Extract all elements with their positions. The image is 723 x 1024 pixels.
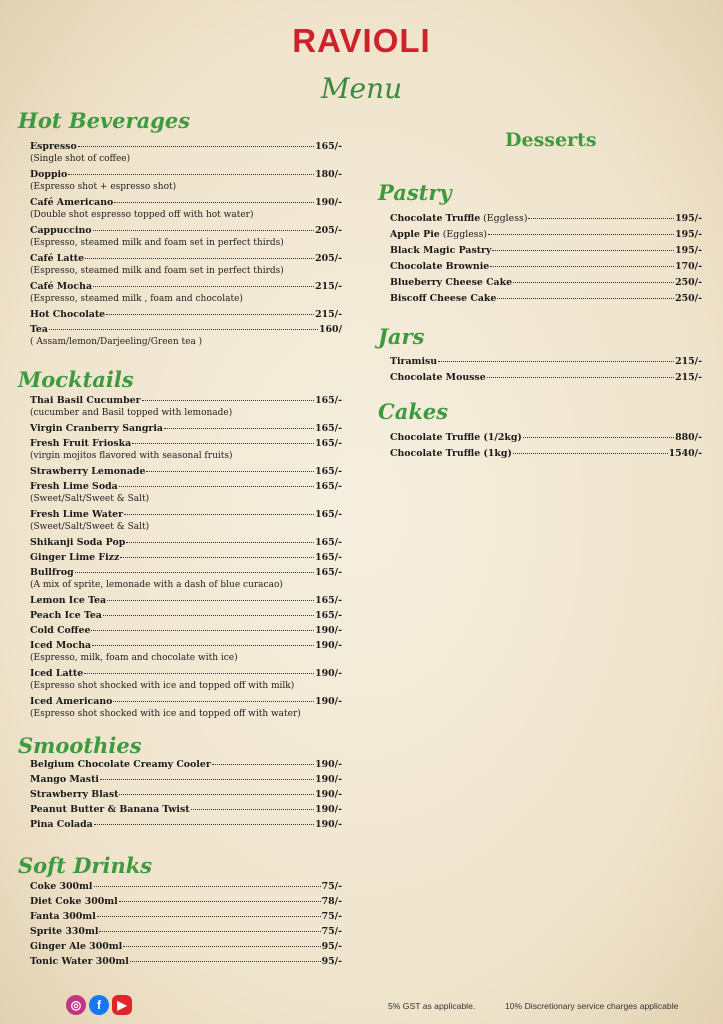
leader-dots xyxy=(94,886,321,887)
leader-dots xyxy=(93,230,315,231)
leader-dots xyxy=(97,916,321,917)
item-price: 165/- xyxy=(315,567,342,578)
item-price: 165/- xyxy=(315,610,342,621)
menu-item xyxy=(390,431,702,444)
menu-item xyxy=(390,228,702,241)
menu-item xyxy=(30,280,342,293)
item-name: Biscoff Cheese Cake xyxy=(390,293,497,304)
section-title-smoothies: Smoothies xyxy=(18,733,142,758)
menu-item xyxy=(30,773,342,786)
menu-item xyxy=(390,292,702,305)
facebook-icon[interactable]: f xyxy=(89,995,109,1015)
item-price: 165/- xyxy=(315,481,342,492)
item-name: Black Magic Pastry xyxy=(390,245,492,256)
leader-dots xyxy=(142,400,315,401)
item-price: 165/- xyxy=(315,438,342,449)
item-name: Fresh Lime Water xyxy=(30,509,124,520)
brand-name: RAVIOLI xyxy=(292,22,431,59)
leader-dots xyxy=(103,615,314,616)
leader-dots xyxy=(130,961,321,962)
item-description: (Single shot of coffee) xyxy=(30,154,131,164)
leader-dots xyxy=(212,764,314,765)
item-name: Shikanji Soda Pop xyxy=(30,537,126,548)
cakes-list xyxy=(390,431,702,460)
menu-item xyxy=(390,447,702,460)
item-name: Iced Americano xyxy=(30,696,113,707)
hot-beverages-list xyxy=(30,140,342,349)
menu-item xyxy=(390,276,702,289)
item-name: Fanta 300ml xyxy=(30,911,96,922)
menu-item xyxy=(30,551,342,564)
item-price: 78/- xyxy=(321,896,342,907)
item-price: 95/- xyxy=(321,941,342,952)
leader-dots xyxy=(492,250,674,251)
item-price: 190/- xyxy=(315,668,342,679)
menu-item xyxy=(30,609,342,622)
item-price: 165/- xyxy=(315,595,342,606)
leader-dots xyxy=(114,202,314,203)
gst-note: 5% GST as applicable. xyxy=(388,1001,476,1011)
item-price: 75/- xyxy=(321,911,342,922)
item-name: Ginger Ale 300ml xyxy=(30,941,123,952)
item-price: 215/- xyxy=(315,281,342,292)
item-price: 170/- xyxy=(675,261,702,272)
section-title-pastry: Pastry xyxy=(378,180,452,205)
item-price: 165/- xyxy=(315,552,342,563)
item-name: Blueberry Cheese Cake xyxy=(390,277,513,288)
leader-dots xyxy=(191,809,315,810)
menu-item xyxy=(390,244,702,257)
item-name: Ginger Lime Fizz xyxy=(30,552,120,563)
leader-dots xyxy=(119,901,321,902)
menu-item xyxy=(30,667,342,680)
menu-item xyxy=(30,910,342,923)
leader-dots xyxy=(123,946,320,947)
item-price: 190/- xyxy=(315,759,342,770)
menu-item xyxy=(390,355,702,368)
item-price: 75/- xyxy=(321,926,342,937)
menu-item xyxy=(30,594,342,607)
menu-item xyxy=(30,566,342,579)
leader-dots xyxy=(487,377,674,378)
item-description: (cucumber and Basil topped with lemonade) xyxy=(30,408,233,418)
section-title-soft-drinks: Soft Drinks xyxy=(18,853,153,878)
leader-dots xyxy=(146,471,314,472)
item-name: Doppio xyxy=(30,169,68,180)
leader-dots xyxy=(126,542,314,543)
pastry-list xyxy=(390,212,702,305)
item-price: 165/- xyxy=(315,141,342,152)
item-name: Apple Pie (Eggless) xyxy=(390,229,488,240)
instagram-icon[interactable]: ◎ xyxy=(66,995,86,1015)
item-name: Coke 300ml xyxy=(30,881,93,892)
desserts-heading: Desserts xyxy=(505,129,597,151)
item-name: Strawberry Blast xyxy=(30,789,119,800)
leader-dots xyxy=(78,146,314,147)
leader-dots xyxy=(92,645,314,646)
item-price: 205/- xyxy=(315,253,342,264)
section-title-cakes: Cakes xyxy=(378,399,449,424)
item-price: 190/- xyxy=(315,640,342,651)
section-title-jars: Jars xyxy=(378,324,425,349)
leader-dots xyxy=(49,329,318,330)
menu-item xyxy=(30,880,342,893)
smoothies-list xyxy=(30,758,342,831)
menu-item xyxy=(30,252,342,265)
menu-title: Menu xyxy=(320,72,403,105)
mocktails-list xyxy=(30,394,342,721)
item-name: Iced Latte xyxy=(30,668,84,679)
item-note: (Eggless) xyxy=(439,229,488,240)
item-price: 190/- xyxy=(315,804,342,815)
leader-dots xyxy=(132,443,314,444)
item-price: 190/- xyxy=(315,696,342,707)
item-description: (Espresso shot shocked with ice and topped off with water) xyxy=(30,709,301,719)
item-name: Iced Mocha xyxy=(30,640,92,651)
item-name: Virgin Cranberry Sangria xyxy=(30,423,163,434)
item-name: Espresso xyxy=(30,141,77,152)
item-price: 180/- xyxy=(315,169,342,180)
item-name: Mango Masti xyxy=(30,774,99,785)
item-name: Chocolate Brownie xyxy=(390,261,490,272)
item-name: Chocolate Mousse xyxy=(390,372,486,383)
item-price: 165/- xyxy=(315,423,342,434)
item-name: Tiramisu xyxy=(390,356,438,367)
menu-item xyxy=(30,465,342,478)
item-description: (Sweet/Salt/Sweet & Salt) xyxy=(30,522,150,532)
item-name: Tonic Water 300ml xyxy=(30,956,129,967)
item-price: 880/- xyxy=(675,432,702,443)
menu-item xyxy=(30,168,342,181)
leader-dots xyxy=(84,673,314,674)
item-name: Peach Ice Tea xyxy=(30,610,102,621)
item-description: (Espresso shot + espresso shot) xyxy=(30,182,177,192)
item-name: Chocolate Truffle (Eggless) xyxy=(390,213,528,224)
section-title-hot-beverages: Hot Beverages xyxy=(18,108,191,133)
menu-item xyxy=(30,323,342,336)
menu-item xyxy=(30,895,342,908)
leader-dots xyxy=(513,453,668,454)
item-price: 195/- xyxy=(675,213,702,224)
section-title-mocktails: Mocktails xyxy=(18,367,134,392)
menu-item xyxy=(30,695,342,708)
menu-item xyxy=(390,260,702,273)
item-name: Cold Coffee xyxy=(30,625,91,636)
item-name: Hot Chocolate xyxy=(30,309,106,320)
item-price: 215/- xyxy=(675,372,702,383)
item-name: Belgium Chocolate Creamy Cooler xyxy=(30,759,211,770)
leader-dots xyxy=(513,282,674,283)
menu-item xyxy=(30,140,342,153)
youtube-icon[interactable]: ▶ xyxy=(112,995,132,1015)
item-name: Café Americano xyxy=(30,197,114,208)
item-description: (A mix of sprite, lemonade with a dash of blue curacao) xyxy=(30,580,283,590)
menu-item xyxy=(30,308,342,321)
item-name: Cappuccino xyxy=(30,225,92,236)
service-charge-note: 10% Discretionary service charges applicable xyxy=(505,1001,679,1011)
item-price: 95/- xyxy=(321,956,342,967)
leader-dots xyxy=(119,486,314,487)
menu-item xyxy=(30,639,342,652)
leader-dots xyxy=(85,258,314,259)
leader-dots xyxy=(93,286,314,287)
item-description: (Espresso, steamed milk and foam set in perfect thirds) xyxy=(30,266,284,276)
menu-item xyxy=(30,803,342,816)
menu-item xyxy=(30,940,342,953)
leader-dots xyxy=(490,266,674,267)
item-name: Diet Coke 300ml xyxy=(30,896,118,907)
item-note: (Eggless) xyxy=(480,213,528,224)
menu-item xyxy=(390,371,702,384)
item-price: 205/- xyxy=(315,225,342,236)
item-price: 165/- xyxy=(315,395,342,406)
item-name: Café Latte xyxy=(30,253,85,264)
item-name: Fresh Fruit Frioska xyxy=(30,438,132,449)
item-price: 165/- xyxy=(315,509,342,520)
item-price: 190/- xyxy=(315,774,342,785)
menu-item xyxy=(30,536,342,549)
item-description: (Sweet/Salt/Sweet & Salt) xyxy=(30,494,150,504)
menu-item xyxy=(30,394,342,407)
item-description: (Espresso, milk, foam and chocolate with ice) xyxy=(30,653,238,663)
item-name: Tea xyxy=(30,324,48,335)
soft-drinks-list xyxy=(30,880,342,968)
menu-item xyxy=(30,437,342,450)
item-name: Sprite 330ml xyxy=(30,926,99,937)
item-price: 1540/- xyxy=(668,448,702,459)
item-description: (Double shot espresso topped off with hot water) xyxy=(30,210,254,220)
item-name: Strawberry Lemonade xyxy=(30,466,146,477)
menu-item xyxy=(30,508,342,521)
menu-item xyxy=(30,758,342,771)
item-price: 190/- xyxy=(315,789,342,800)
item-price: 250/- xyxy=(675,293,702,304)
leader-dots xyxy=(523,437,674,438)
leader-dots xyxy=(68,174,314,175)
item-price: 215/- xyxy=(675,356,702,367)
item-price: 195/- xyxy=(675,229,702,240)
item-name: Fresh Lime Soda xyxy=(30,481,118,492)
menu-item xyxy=(30,224,342,237)
item-price: 250/- xyxy=(675,277,702,288)
item-name: Chocolate Truffle (1kg) xyxy=(390,448,512,459)
item-description: (Espresso, steamed milk and foam set in perfect thirds) xyxy=(30,238,284,248)
item-price: 190/- xyxy=(315,819,342,830)
item-price: 190/- xyxy=(315,625,342,636)
menu-item xyxy=(30,925,342,938)
leader-dots xyxy=(438,361,674,362)
leader-dots xyxy=(91,630,314,631)
item-name: Bullfrog xyxy=(30,567,74,578)
menu-item xyxy=(390,212,702,225)
item-name: Chocolate Truffle (1/2kg) xyxy=(390,432,522,443)
item-name: Thai Basil Cucumber xyxy=(30,395,141,406)
item-price: 160/ xyxy=(319,324,342,335)
menu-item xyxy=(30,196,342,209)
menu-item xyxy=(30,818,342,831)
leader-dots xyxy=(164,428,314,429)
item-name: Pina Colada xyxy=(30,819,93,830)
leader-dots xyxy=(497,298,674,299)
menu-item xyxy=(30,624,342,637)
jars-list xyxy=(390,355,702,384)
menu-item xyxy=(30,788,342,801)
item-price: 75/- xyxy=(321,881,342,892)
item-description: (Espresso, steamed milk , foam and chocolate) xyxy=(30,294,243,304)
leader-dots xyxy=(488,234,674,235)
leader-dots xyxy=(99,931,320,932)
menu-item xyxy=(30,422,342,435)
leader-dots xyxy=(75,572,314,573)
item-price: 195/- xyxy=(675,245,702,256)
item-description: ( Assam/lemon/Darjeeling/Green tea ) xyxy=(30,337,203,347)
item-price: 165/- xyxy=(315,466,342,477)
leader-dots xyxy=(120,557,314,558)
menu-item xyxy=(30,955,342,968)
leader-dots xyxy=(100,779,314,780)
item-price: 215/- xyxy=(315,309,342,320)
leader-dots xyxy=(94,824,314,825)
leader-dots xyxy=(119,794,314,795)
leader-dots xyxy=(106,314,314,315)
item-name: Lemon Ice Tea xyxy=(30,595,107,606)
leader-dots xyxy=(107,600,314,601)
leader-dots xyxy=(113,701,314,702)
leader-dots xyxy=(528,218,674,219)
leader-dots xyxy=(124,514,314,515)
menu-item xyxy=(30,480,342,493)
item-price: 190/- xyxy=(315,197,342,208)
brand-logo xyxy=(0,22,723,60)
item-price: 165/- xyxy=(315,537,342,548)
item-name: Peanut Butter & Banana Twist xyxy=(30,804,190,815)
item-name: Café Mocha xyxy=(30,281,93,292)
item-description: (Espresso shot shocked with ice and topped off with milk) xyxy=(30,681,295,691)
item-description: (virgin mojitos flavored with seasonal fruits) xyxy=(30,451,233,461)
